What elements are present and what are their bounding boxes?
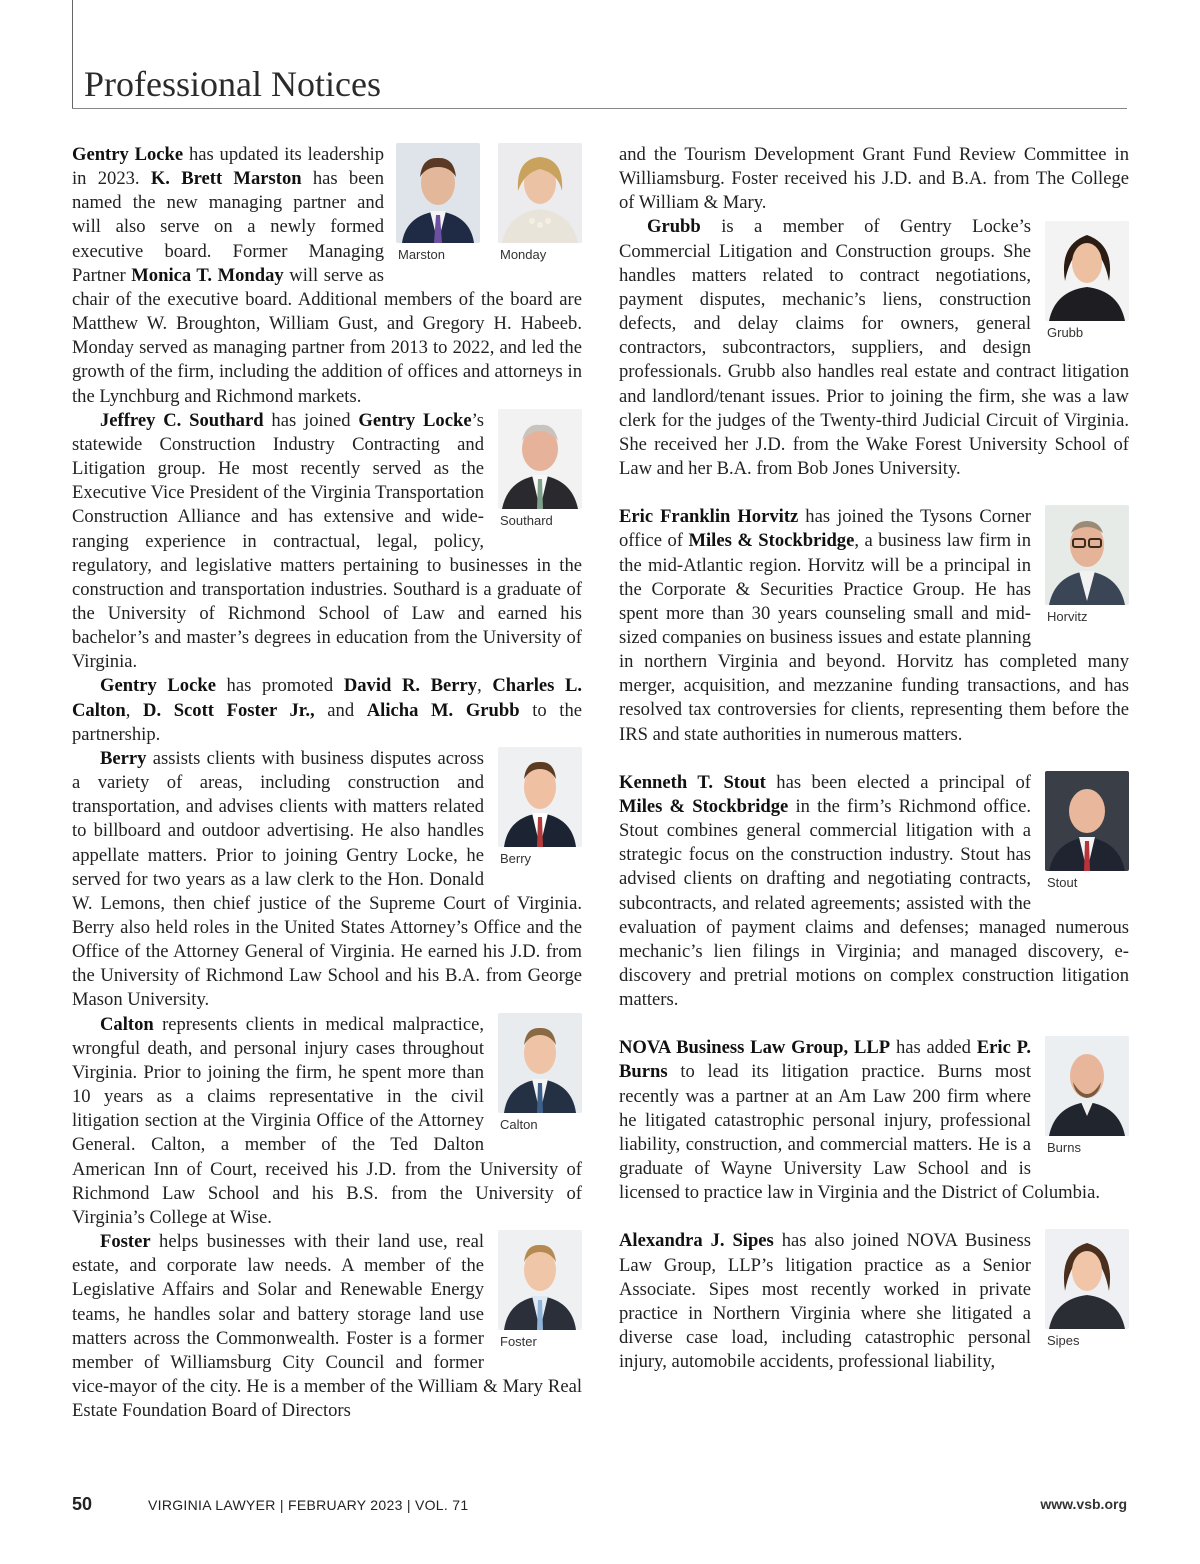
photo-southard — [498, 409, 582, 529]
portrait-marston-image — [396, 143, 480, 243]
header-rule-horizontal — [72, 108, 1127, 109]
portrait-monday-image — [498, 143, 582, 243]
photo-burns — [1045, 1036, 1129, 1156]
portrait-stout-image — [1045, 771, 1129, 871]
caption-calton: Calton — [500, 1116, 538, 1132]
photo-stout — [1045, 771, 1129, 891]
portrait-burns-image — [1045, 1036, 1129, 1136]
portrait-berry-image — [498, 747, 582, 847]
page-footer — [72, 1494, 1127, 1518]
caption-stout: Stout — [1047, 874, 1078, 890]
portrait-calton-image — [498, 1013, 582, 1113]
notice-gentry-locke-leadership: Gentry Locke has updated its leadership in 2023. K. Brett Marston has been named the new managing partner and will also serve on a newly formed executive board. Former Managing Partner Monica T. Monday will serve as chair of the executive board. Additional members of the board are Matthew W. Broughton, William Gust, and Gregory H. Habeeb. Monday served as managing partner from 2013 to 2022, and led the growth of the firm, including the addition of offices and attorneys in the Lynchburg and Richmond markets. — [72, 144, 582, 407]
right-column — [619, 143, 1129, 1374]
caption-berry: Berry — [500, 850, 532, 866]
photo-pair-marston-monday — [396, 143, 582, 263]
photo-berry — [498, 747, 582, 867]
notice-stout: Kenneth T. Stout has been elected a principal of Miles & Stockbridge in the firm’s Richmond office. Stout combines general commercial litigation with a strategic focus on the construction industry. Stout has advised clients on drafting and negotiating contracts, subcontracts, and related agreements; assisted with the evaluation of payment claims and defenses; managed numerous mechanic’s lien filings in Virginia; and managed discovery, e-discovery and pretrial motions on complex construction litigation matters. — [619, 771, 1129, 1011]
caption-horvitz: Horvitz — [1047, 609, 1088, 625]
notice-berry: Berry assists clients with business disputes across a variety of areas, including construction and transportation, and advises clients with matters related to billboard and outdoor advertising. He also handles appellate matters. Prior to joining Gentry Locke, he served for two years as a law clerk to the Hon. Donald W. Lemons, then chief justice of the Supreme Court of Virginia. Berry also held roles in the United States Attorney’s Office and the Office of the Attorney General of Virginia. He earned his J.D. from the University of Richmond Law School and his B.A. from George Mason University. — [72, 747, 582, 1011]
left-column — [72, 143, 582, 1423]
notice-sipes: Alexandra J. Sipes has also joined NOVA Business Law Group, LLP’s litigation practice as a Senior Associate. Sipes most recently worked in private practice in Northern Virginia where she litigated a diverse case load, including catastrophic personal injury, automobile accidents, professional liability, — [619, 1230, 1031, 1373]
photo-grubb — [1045, 221, 1129, 341]
notice-gentry-locke-promotions: Gentry Locke has promoted David R. Berry, Charles L. Calton, D. Scott Foster Jr., and Alicha M. Grubb to the partnership. — [72, 675, 583, 745]
caption-grubb: Grubb — [1047, 325, 1084, 341]
notice-southard: Jeffrey C. Southard has joined Gentry Locke’s statewide Construction Industry Contracting and Litigation group. He most recently served as the Executive Vice President of the Virginia Transportation Construction Alliance and has extensive and wide-ranging experience in contractual, legal, policy, regulatory, and legislative matters pertaining to businesses in the construction and transportation industries. Southard is a graduate of the University of Richmond School of Law and earned his bachelor’s and master’s degrees in education from the University of Virginia. — [72, 409, 582, 673]
portrait-grubb-image — [1045, 221, 1129, 321]
photo-horvitz — [1045, 505, 1129, 625]
website-link[interactable]: www.vsb.org — [1040, 1496, 1127, 1512]
photo-calton — [498, 1013, 582, 1133]
photo-monday — [498, 143, 582, 263]
publication-info: VIRGINIA LAWYER | FEBRUARY 2023 | VOL. 71 — [148, 1497, 469, 1513]
portrait-sipes-image — [1045, 1229, 1129, 1329]
page-number: 50 — [72, 1494, 93, 1514]
photo-sipes — [1045, 1229, 1129, 1349]
caption-southard: Southard — [500, 512, 553, 528]
photo-foster — [498, 1230, 582, 1350]
notice-grubb: Grubb is a member of Gentry Locke’s Commercial Litigation and Construction groups. She handles matters related to contract negotiations, payment disputes, mechanic’s liens, construction defects, and delay claims for owners, general contractors, subcontractors, suppliers, and design professionals. Grubb also handles real estate and contract litigation and landlord/tenant issues. Prior to joining the firm, she was a law clerk for the judges of the Twenty-third Judicial Circuit of Virginia. She received her J.D. from the Wake Forest University School of Law and her B.A. from Bob Jones University. — [619, 216, 1129, 480]
caption-sipes: Sipes — [1047, 1333, 1080, 1349]
notice-foster: Foster helps businesses with their land use, real estate, and corporate law needs. A member of the Legislative Affairs and Solar and Renewable Energy teams, he handles solar and battery storage land use matters across the Commonwealth. Foster is a former member of Williamsburg City Council and former vice-mayor of the city. He is a member of the William & Mary Real Estate Foundation Board of Directors — [72, 1231, 582, 1422]
caption-foster: Foster — [500, 1334, 537, 1350]
header-rule-vertical — [72, 0, 73, 108]
caption-marston: Marston — [398, 247, 445, 262]
page-title: Professional Notices — [84, 64, 381, 104]
portrait-foster-image — [498, 1230, 582, 1330]
caption-burns: Burns — [1047, 1140, 1081, 1156]
photo-marston — [396, 143, 480, 263]
portrait-southard-image — [498, 409, 582, 509]
notice-horvitz: Eric Franklin Horvitz has joined the Tysons Corner office of Miles & Stockbridge, a business law firm in the mid-Atlantic region. Horvitz will be a principal in the Corporate & Securities Practice Group. He has spent more than 30 years counseling small and mid-sized companies on business issues and estate planning in northern Virginia and beyond. Horvitz has completed many merger, acquisition, and mezzanine funding transactions, and has resolved tax controversies for clients, representing them before the IRS and state authorities in numerous matters. — [619, 506, 1129, 745]
notice-foster-continued: and the Tourism Development Grant Fund Review Committee in Williamsburg. Foster received his J.D. and B.A. from The College of William & Mary. — [619, 144, 1129, 214]
portrait-horvitz-image — [1045, 505, 1129, 605]
caption-monday: Monday — [500, 247, 547, 262]
notice-burns: NOVA Business Law Group, LLP has added Eric P. Burns to lead its litigation practice. Burns most recently was a partner at an Am Law 200 firm where he litigated catastrophic personal injury, professional liability, construction, and commercial matters. He is a graduate of Wayne University Law School and is licensed to practice law in Virginia and the District of Columbia. — [619, 1037, 1100, 1204]
notice-calton: Calton represents clients in medical malpractice, wrongful death, and personal injury cases throughout Virginia. Prior to joining the firm, he spent more than 10 years as a claims representative in the civil litigation section at the Virginia Office of the Attorney General. Calton, a member of the Ted Dalton American Inn of Court, received his J.D. from the University of Richmond Law School and his B.S. from the University of Virginia’s College at Wise. — [72, 1013, 582, 1228]
